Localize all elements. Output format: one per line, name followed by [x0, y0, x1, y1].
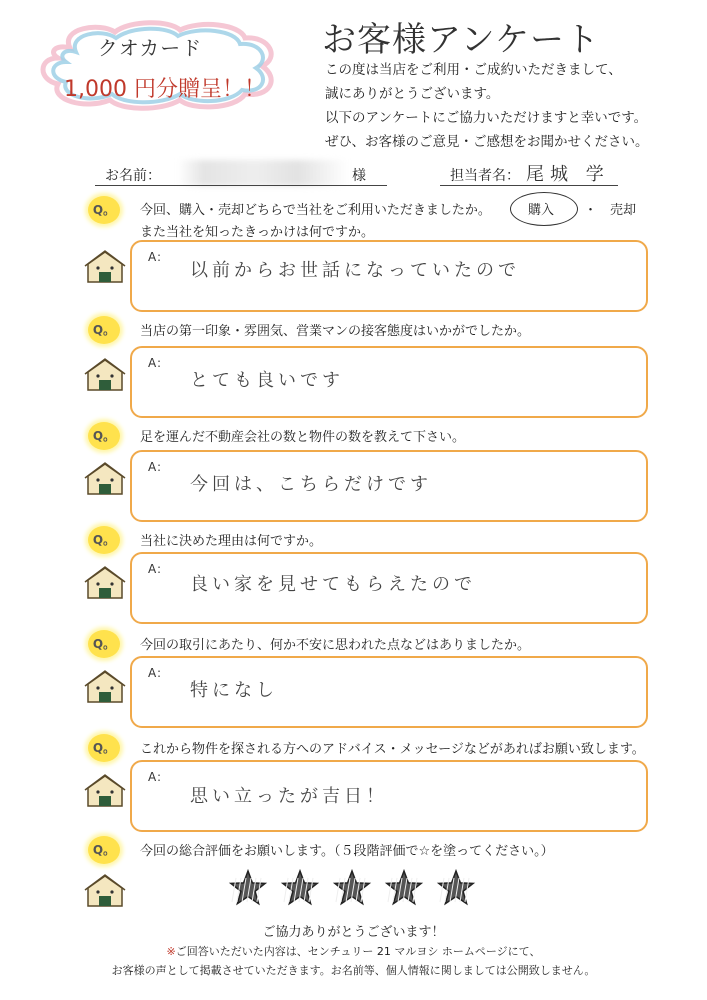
question-7-text: 今回の総合評価をお願いします。（５段階評価で☆を塗ってください。） — [140, 844, 554, 859]
answer-box-6 — [130, 760, 648, 832]
answer-box-5 — [130, 656, 648, 728]
footer-note-1 — [0, 943, 707, 959]
answer-label: A： — [148, 666, 169, 680]
badge-amount: 1,000 円分贈呈！！ — [64, 77, 266, 102]
q-badge: Q。 — [88, 630, 120, 658]
mascot-icon — [84, 250, 126, 284]
intro-line: ぜひ、お客様のご意見・ご感想をお聞かせください。 — [325, 134, 649, 150]
q-badge: Q。 — [88, 316, 120, 344]
choice-buy: 購入 — [528, 203, 555, 218]
page-title: お客様アンケート — [322, 20, 600, 60]
star-icon — [332, 868, 372, 908]
answer-box-1 — [130, 240, 648, 312]
q-badge: Q。 — [88, 422, 120, 450]
star-icon — [280, 868, 320, 908]
answer-box-4 — [130, 552, 648, 624]
mascot-icon — [84, 670, 126, 704]
answer-box-3 — [130, 450, 648, 522]
mascot-icon — [84, 774, 126, 808]
name-redacted — [178, 160, 348, 186]
answer-4-text: 良い家を見せてもらえたので — [190, 574, 476, 595]
rating-stars — [228, 868, 478, 912]
mascot-icon — [84, 358, 126, 392]
answer-2-text: とても良いです — [190, 370, 344, 391]
answer-6-text: 思い立ったが吉日！ — [190, 786, 388, 807]
question-5-text: 今回の取引にあたり、何か不安に思われた点などはありましたか。 — [140, 638, 531, 653]
note-text-1: ご回答いただいた内容は、センチュリー 21 マルヨシ ホームページにて、 — [175, 945, 541, 958]
honorific-label: 様 — [352, 168, 366, 184]
footer-note-2: お客様の声として掲載させていただきます。お名前等、個人情報に関しましては公開致しません。 — [111, 964, 596, 977]
question-1-text-2: また当社を知ったきっかけは何ですか。 — [140, 225, 375, 240]
name-label: お名前： — [105, 168, 161, 184]
answer-1-text: 以前からお世話になっていたので — [190, 260, 520, 281]
mascot-icon — [84, 874, 126, 908]
star-icon — [436, 868, 476, 908]
intro-line: この度は当店をご利用・ご成約いただきまして、 — [325, 62, 622, 78]
question-4-text: 当社に決めた理由は何ですか。 — [140, 534, 323, 549]
thanks-text: ご協力ありがとうございます！ — [262, 925, 445, 940]
note-mark: ※ — [166, 945, 176, 958]
answer-5-text: 特になし — [190, 680, 278, 701]
intro-text — [325, 58, 695, 154]
mascot-icon — [84, 566, 126, 600]
q-badge: Q。 — [88, 196, 120, 224]
question-3-text: 足を運んだ不動産会社の数と物件の数を教えて下さい。 — [140, 430, 466, 445]
q-badge: Q。 — [88, 526, 120, 554]
question-1-text: 今回、購入・売却どちらで当社をご利用いただきましたか。 — [140, 203, 491, 218]
answer-label: A： — [148, 562, 169, 576]
answer-label: A： — [148, 356, 169, 370]
choice-separator: ・ — [584, 203, 598, 218]
answer-label: A： — [148, 250, 169, 264]
intro-line: 以下のアンケートにご協力いただけますと幸いです。 — [325, 110, 648, 126]
staff-underline — [440, 185, 618, 186]
badge-title: クオカード — [97, 36, 203, 60]
q-badge: Q。 — [88, 734, 120, 762]
choice-sell: 売却 — [610, 203, 637, 218]
promo-badge — [30, 18, 302, 114]
mascot-icon — [84, 462, 126, 496]
name-underline — [95, 185, 387, 186]
staff-name: 尾城 学 — [526, 164, 610, 185]
intro-line: 誠にありがとうございます。 — [325, 86, 500, 102]
question-6-text: これから物件を探される方へのアドバイス・メッセージなどがあればお願い致します。 — [140, 742, 645, 757]
answer-3-text: 今回は、こちらだけです — [190, 474, 432, 495]
question-2-text: 当店の第一印象・雰囲気、営業マンの接客態度はいかがでしたか。 — [140, 324, 531, 339]
answer-label: A： — [148, 770, 169, 784]
star-icon — [384, 868, 424, 908]
answer-label: A： — [148, 460, 169, 474]
staff-label: 担当者名： — [450, 168, 520, 184]
q-badge: Q。 — [88, 836, 120, 864]
answer-box-2 — [130, 346, 648, 418]
star-icon — [228, 868, 268, 908]
